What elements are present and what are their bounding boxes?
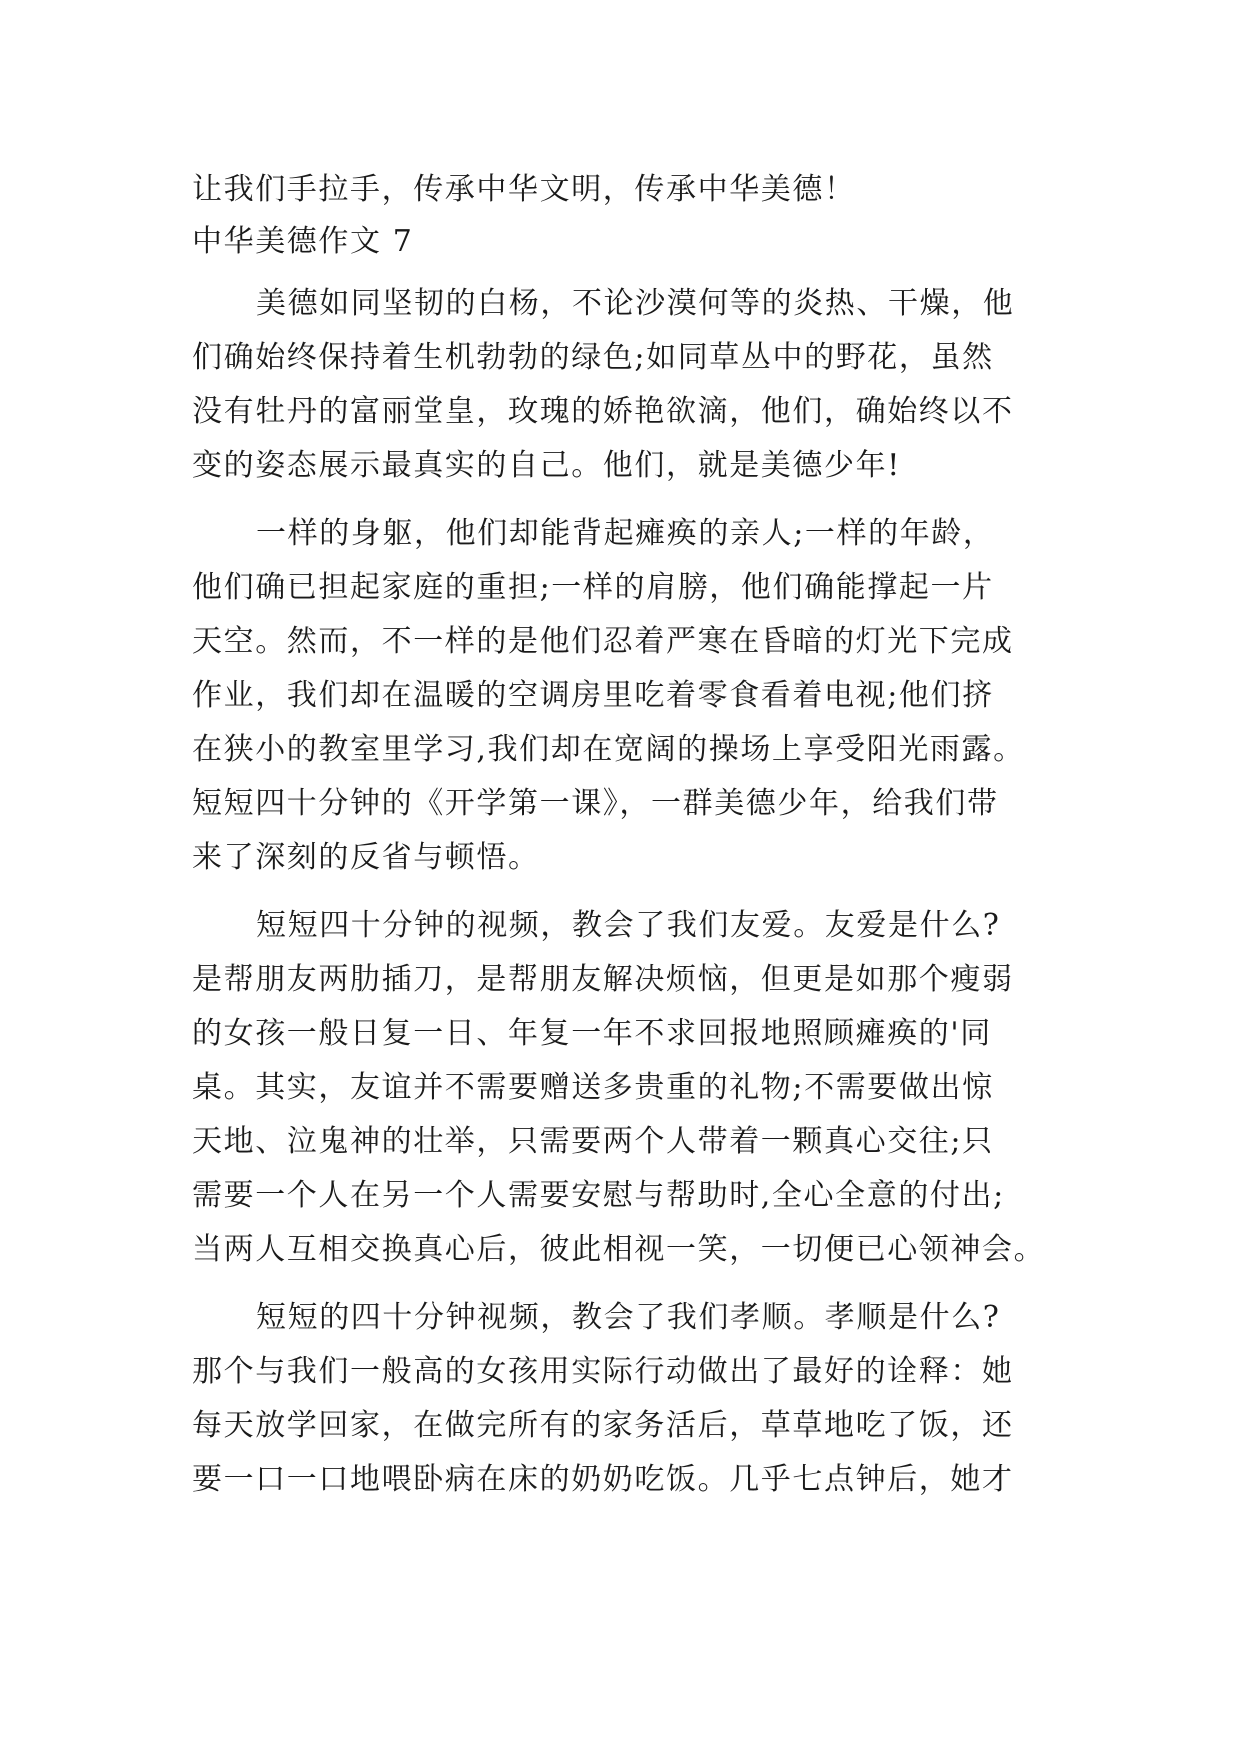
section-title: 中华美德作文 7 <box>192 224 414 259</box>
paragraph-3-line: 的女孩一般日复一日、年复一年不求回报地照顾瘫痪的'同 <box>192 1016 992 1051</box>
text-line: 让我们手拉手，传承中华文明，传承中华美德！ <box>192 172 856 207</box>
paragraph-3-line: 天地、泣鬼神的壮举，只需要两个人带着一颗真心交往;只 <box>192 1124 994 1159</box>
paragraph-3-line: 短短四十分钟的视频，教会了我们友爱。友爱是什么? <box>256 908 1001 943</box>
paragraph-2-line: 作业，我们却在温暖的空调房里吃着零食看着电视;他们挤 <box>192 678 994 713</box>
paragraph-2-line: 来了深刻的反省与顿悟。 <box>192 840 540 875</box>
paragraph-3-line: 是帮朋友两肋插刀，是帮朋友解决烦恼，但更是如那个瘦弱 <box>192 962 1014 997</box>
paragraph-3-line: 桌。其实，友谊并不需要赠送多贵重的礼物;不需要做出惊 <box>192 1070 994 1105</box>
paragraph-4-line: 那个与我们一般高的女孩用实际行动做出了最好的诠释：她 <box>192 1354 1014 1389</box>
paragraph-1-line: 们确始终保持着生机勃勃的绿色;如同草丛中的野花，虽然 <box>192 340 994 375</box>
paragraph-2-line: 短短四十分钟的《开学第一课》，一群美德少年，给我们带 <box>192 786 999 821</box>
paragraph-2-line: 一样的身躯，他们却能背起瘫痪的亲人;一样的年龄， <box>256 516 995 551</box>
paragraph-2-line: 在狭小的教室里学习,我们却在宽阔的操场上享受阳光雨露。 <box>192 732 1025 767</box>
paragraph-4-line: 每天放学回家，在做完所有的家务活后，草草地吃了饭，还 <box>192 1408 1014 1443</box>
paragraph-3-line: 当两人互相交换真心后，彼此相视一笑，一切便已心领神会。 <box>192 1232 1046 1267</box>
paragraph-2-line: 他们确已担起家庭的重担;一样的肩膀，他们确能撑起一片 <box>192 570 994 605</box>
paragraph-1-line: 没有牡丹的富丽堂皇，玫瑰的娇艳欲滴，他们，确始终以不 <box>192 394 1014 429</box>
paragraph-2-line: 天空。然而，不一样的是他们忍着严寒在昏暗的灯光下完成 <box>192 624 1014 659</box>
paragraph-1-line: 美德如同坚韧的白杨，不论沙漠何等的炎热、干燥，他 <box>256 286 1015 321</box>
paragraph-4-line: 短短的四十分钟视频，教会了我们孝顺。孝顺是什么? <box>256 1300 1001 1335</box>
paragraph-4-line: 要一口一口地喂卧病在床的奶奶吃饭。几乎七点钟后，她才 <box>192 1462 1014 1497</box>
paragraph-1-line: 变的姿态展示最真实的自己。他们，就是美德少年! <box>192 448 901 483</box>
paragraph-3-line: 需要一个人在另一个人需要安慰与帮助时,全心全意的付出; <box>192 1178 1005 1213</box>
